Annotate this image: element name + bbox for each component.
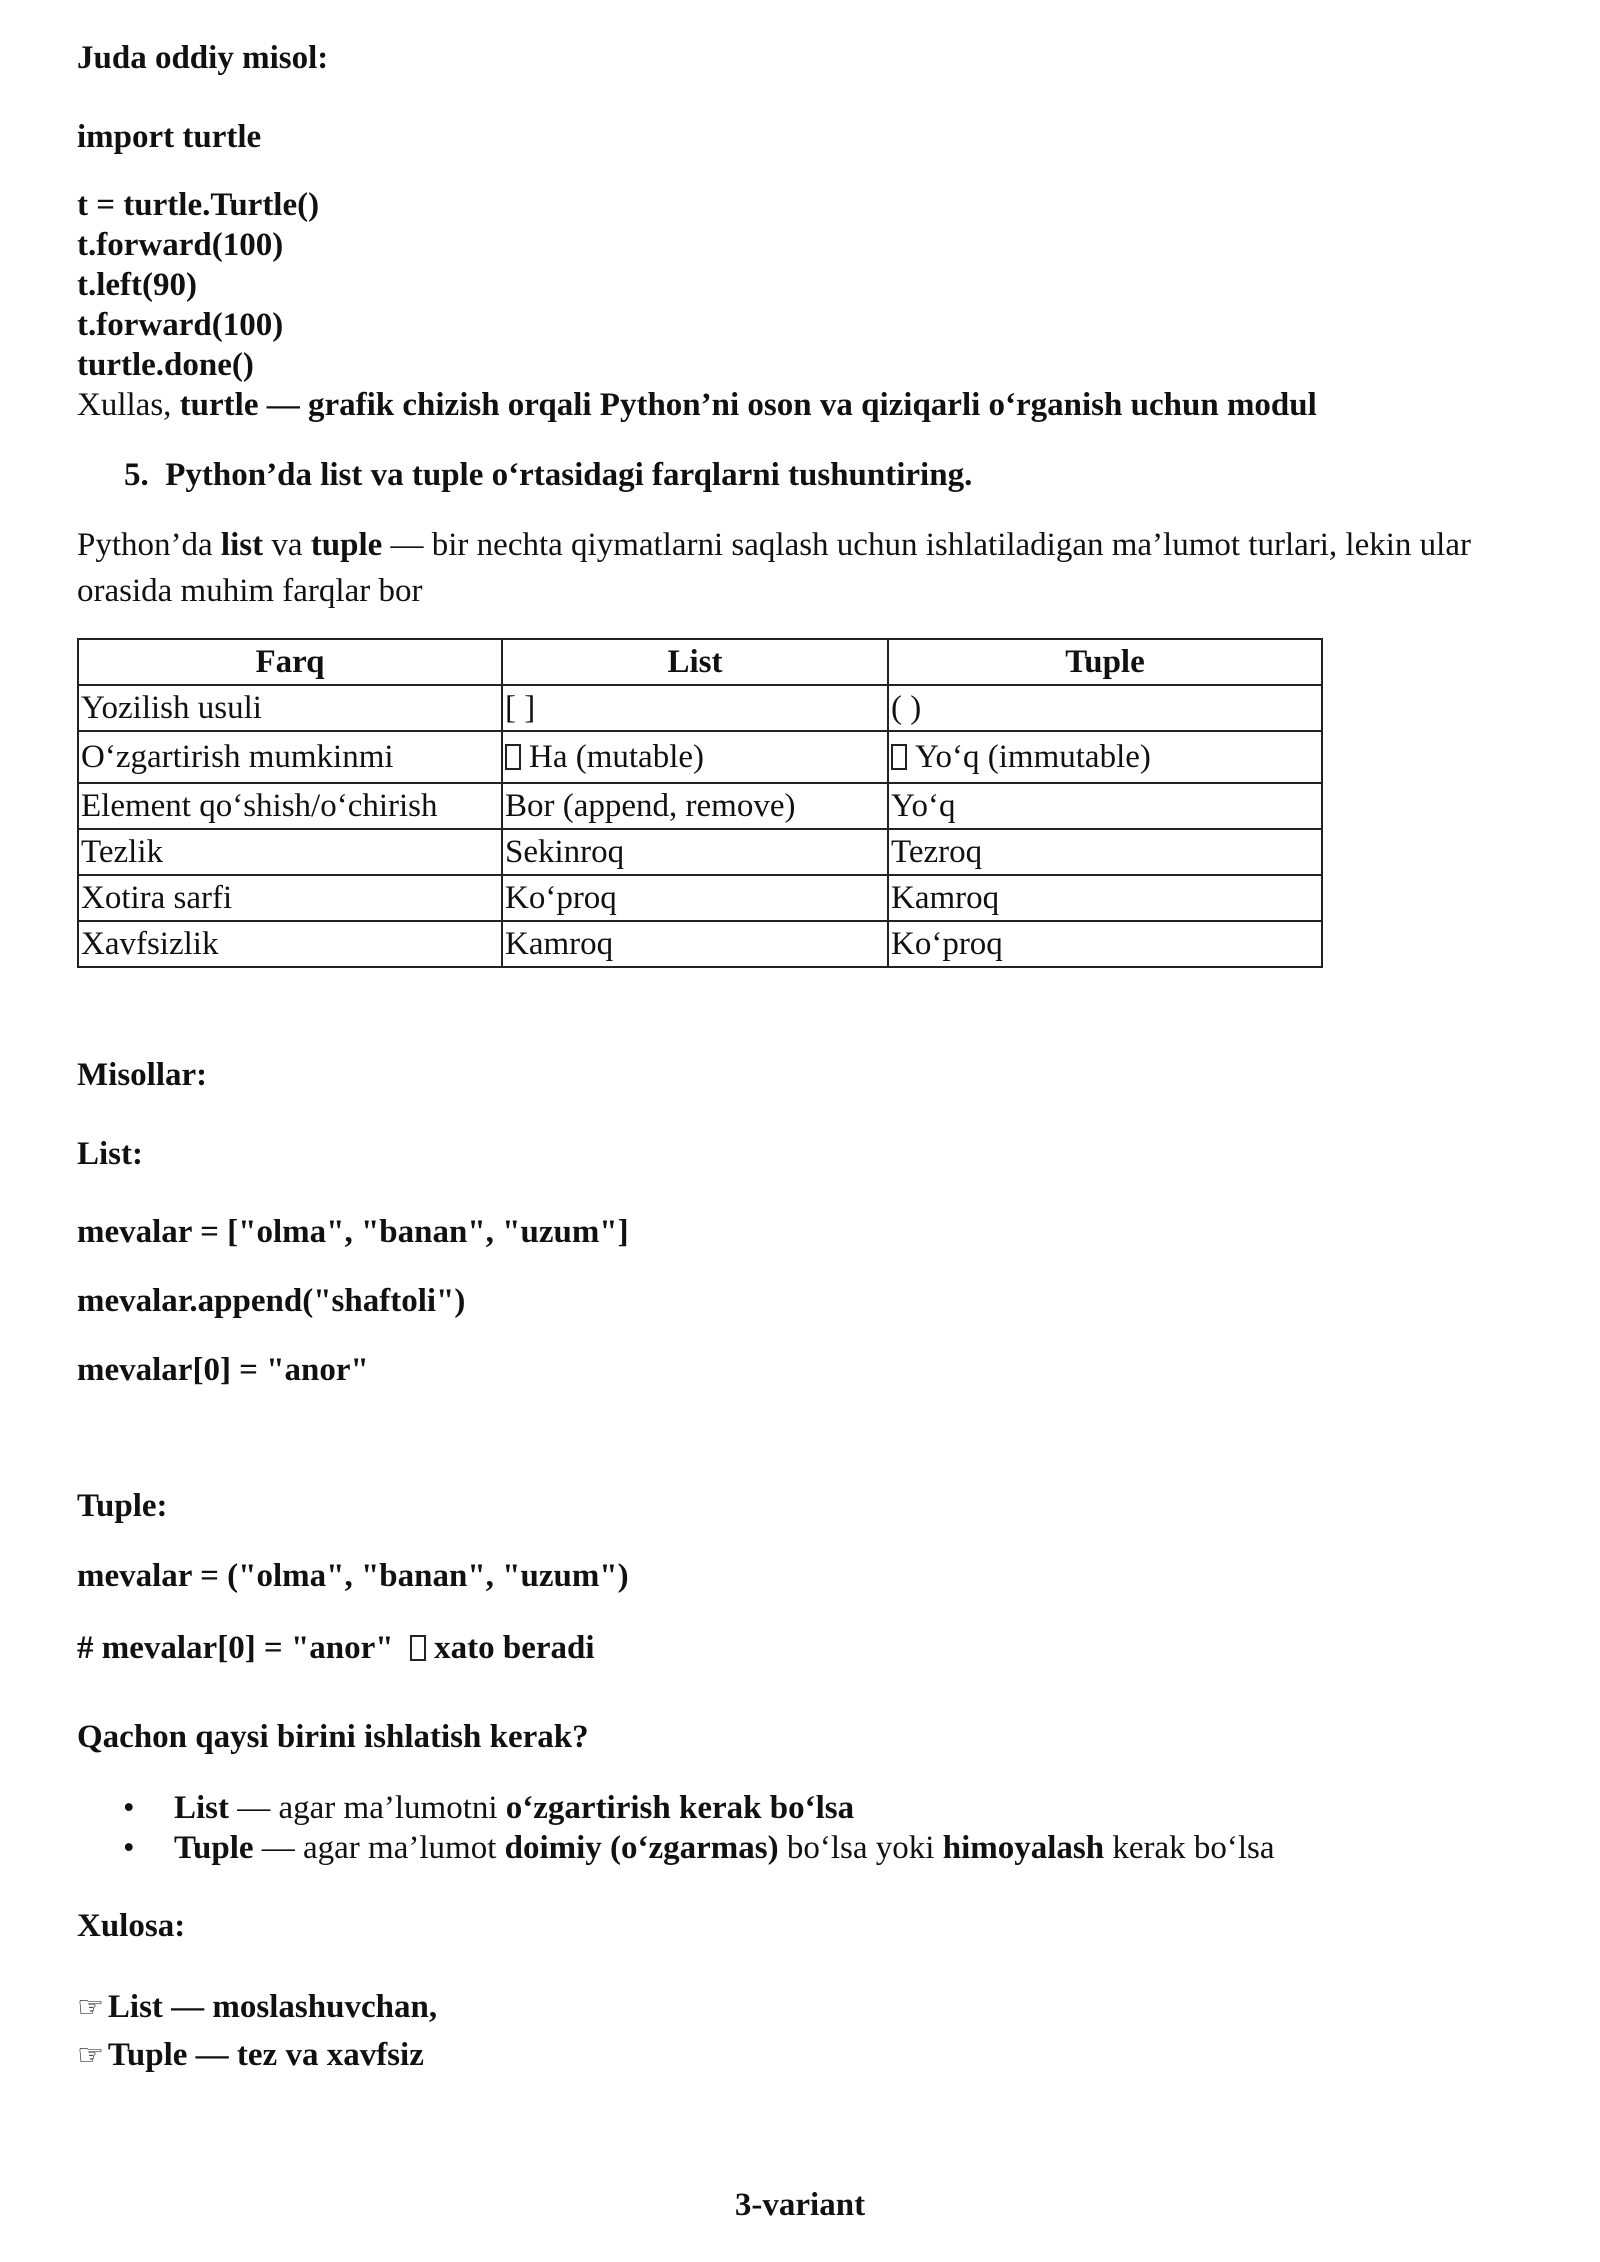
- table-cell: Kamroq: [888, 875, 1322, 921]
- table-row: [78, 731, 1322, 783]
- code-line: t = turtle.Turtle(): [77, 187, 320, 223]
- table-cell: Ko‘proq: [502, 875, 888, 921]
- table-cell: Kamroq: [502, 921, 888, 967]
- comparison-table: [77, 638, 1323, 968]
- paragraph-term-list: list: [220, 527, 264, 563]
- bullet-bold: himoyalash: [942, 1830, 1105, 1866]
- bullet-term: Tuple: [174, 1830, 254, 1866]
- bullet-term: List: [174, 1790, 230, 1826]
- missing-glyph-icon: [410, 1635, 426, 1661]
- bullet-text: — agar ma’lumotni: [229, 1790, 506, 1826]
- tuple-code-line: mevalar = ("olma", "banan", "uzum"): [77, 1558, 629, 1594]
- conclusion-text: Tuple — tez va xavfsiz: [107, 2037, 424, 2073]
- list-label: List:: [77, 1136, 143, 1172]
- tuple-code-result: xato beradi: [434, 1630, 595, 1666]
- conclusion-heading: Xulosa:: [77, 1908, 186, 1944]
- conclusion-line: [77, 1987, 437, 2028]
- list-code-line: mevalar.append("shaftoli"): [77, 1283, 466, 1319]
- cell-text: Yo‘q (immutable): [915, 738, 1151, 775]
- cell-text: Ha (mutable): [529, 738, 705, 775]
- code-line: t.left(90): [77, 267, 198, 303]
- list-item: [77, 1828, 1275, 1868]
- table-row: [78, 829, 1322, 875]
- table-row: [78, 921, 1322, 967]
- table-cell: Xotira sarfi: [78, 875, 502, 921]
- bullet-bold: o‘zgartirish kerak bo‘lsa: [505, 1790, 855, 1826]
- table-header-row: [78, 639, 1322, 685]
- conclusion-line: [77, 2035, 424, 2076]
- bullet-text: bo‘lsa yoki: [778, 1830, 943, 1866]
- bullet-text: — agar ma’lumot: [253, 1830, 505, 1866]
- bullet-bold: doimiy (o‘zgarmas): [504, 1830, 779, 1866]
- table-cell: Ko‘proq: [888, 921, 1322, 967]
- table-header: List: [502, 639, 888, 685]
- tuple-code-comment: # mevalar[0] = "anor": [77, 1630, 394, 1666]
- missing-glyph-icon: [891, 744, 907, 770]
- pointing-hand-icon: ☞: [77, 1990, 104, 2025]
- intro-paragraph: [77, 522, 1517, 614]
- code-import: import turtle: [77, 119, 262, 155]
- conclusion-text: List — moslashuvchan,: [107, 1989, 438, 2025]
- table-cell: Tezlik: [78, 829, 502, 875]
- table-cell: Yozilish usuli: [78, 685, 502, 731]
- examples-heading: Misollar:: [77, 1057, 208, 1093]
- paragraph-term-tuple: tuple: [310, 527, 383, 563]
- footer-variant: 3-variant: [734, 2187, 866, 2223]
- summary-prefix: Xullas,: [77, 387, 180, 423]
- code-line: turtle.done(): [77, 347, 254, 383]
- bullet-text: kerak bo‘lsa: [1104, 1830, 1275, 1866]
- tuple-code-line: [77, 1628, 595, 1668]
- when-heading: Qachon qaysi birini ishlatish kerak?: [77, 1719, 589, 1755]
- table-cell: O‘zgartirish mumkinmi: [78, 731, 502, 783]
- paragraph-text: — bir nechta qiymatlarni saqlash uchun ishlatiladigan ma’lumot turlari, lekin ular orasida muhim farqlar bor: [77, 527, 1471, 609]
- table-cell: Element qo‘shish/o‘chirish: [78, 783, 502, 829]
- table-cell: Bor (append, remove): [502, 783, 888, 829]
- question-number: 5.: [124, 457, 149, 493]
- code-line: t.forward(100): [77, 227, 284, 263]
- table-header: Tuple: [888, 639, 1322, 685]
- summary-term: turtle: [179, 387, 259, 423]
- table-cell: ( ): [888, 685, 1322, 731]
- question-text: Python’da list va tuple o‘rtasidagi farqlarni tushuntiring.: [165, 457, 973, 493]
- missing-glyph-icon: [505, 744, 521, 770]
- list-item: [77, 1788, 1275, 1828]
- pointing-hand-icon: ☞: [77, 2038, 104, 2073]
- table-cell: [502, 731, 888, 783]
- table-cell: Tezroq: [888, 829, 1322, 875]
- summary-rest: — grafik chizish orqali Python’ni oson va qiziqarli o‘rganish uchun modul: [258, 387, 1317, 423]
- tuple-label: Tuple:: [77, 1488, 168, 1524]
- table-cell: [ ]: [502, 685, 888, 731]
- question-heading: [124, 455, 972, 495]
- paragraph-text: va: [263, 527, 311, 563]
- table-cell: Xavfsizlik: [78, 921, 502, 967]
- table-header: Farq: [78, 639, 502, 685]
- list-code-line: mevalar = ["olma", "banan", "uzum"]: [77, 1214, 629, 1250]
- summary-line: [77, 385, 1317, 425]
- table-cell: Yo‘q: [888, 783, 1322, 829]
- table-row: [78, 685, 1322, 731]
- table-row: [78, 875, 1322, 921]
- intro-heading: Juda oddiy misol:: [77, 40, 329, 76]
- table-cell: Sekinroq: [502, 829, 888, 875]
- paragraph-text: Python’da: [77, 527, 221, 563]
- table-cell: [888, 731, 1322, 783]
- code-line: t.forward(100): [77, 307, 284, 343]
- list-code-line: mevalar[0] = "anor": [77, 1352, 369, 1388]
- when-bullets: [77, 1788, 1275, 1868]
- table-row: [78, 783, 1322, 829]
